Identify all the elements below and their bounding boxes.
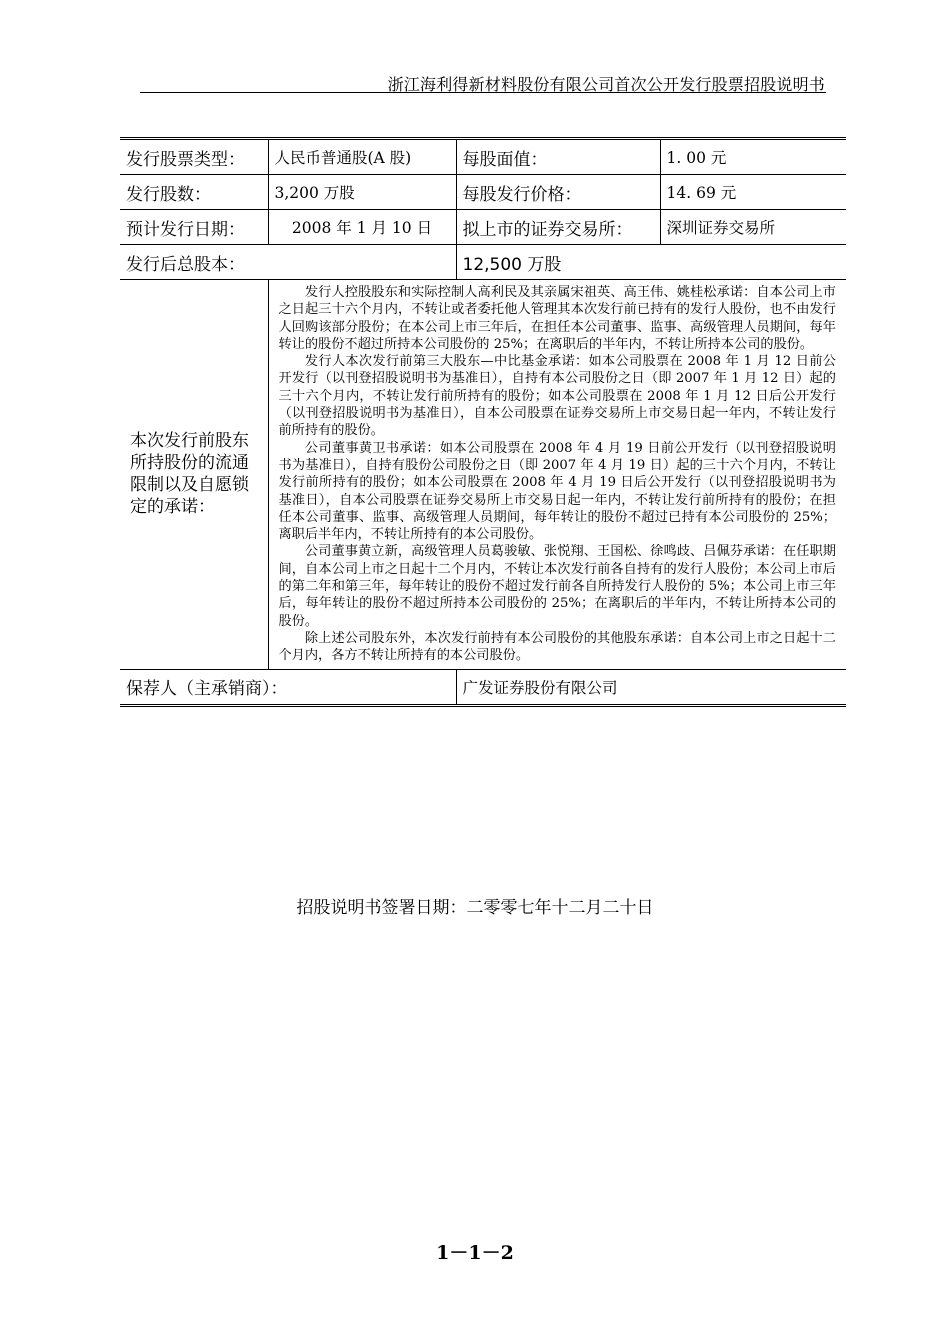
table-row: [120, 669, 846, 705]
sponsor-value: 广发证券股份有限公司: [456, 669, 846, 705]
par-value-value: 1. 00 元: [660, 139, 846, 175]
exchange-label: 拟上市的证券交易所：: [456, 210, 660, 245]
shares-issued-value: 3,200 万股: [268, 175, 456, 210]
document-header-title: 浙江海利得新材料股份有限公司首次公开发行股票招股说明书: [387, 75, 825, 94]
total-capital-value: 12,500 万股: [456, 245, 846, 280]
page-number: 1－1－2: [436, 1242, 514, 1264]
commitment-paragraph: 除上述公司股东外，本次发行前持有本公司股份的其他股东承诺：自本公司上市之日起十二个月内，各方不转让所持有的本公司股份。: [278, 630, 836, 664]
total-capital-label: 发行后总股本：: [120, 245, 456, 280]
commitment-paragraph: 公司董事黄立新，高级管理人员葛骏敏、张悦翔、王国松、徐鸣歧、吕佩芬承诺：在任职期间，自本公司上市之日起十二个月内，不转让本次发行前各自持有的发行人股份；本公司上市后的第二年和第三年，每年转让的股份不超过发行前各自所持发行人股份的 5%；本公司上市三年后，每年转让的股份不超过所持本公司股份的 25%；在离职后的半年内，不转让所持本公司的股份。: [278, 544, 836, 629]
offering-info-table: [120, 137, 846, 707]
shares-issued-label: 发行股数：: [120, 175, 268, 210]
sponsor-label: 保荐人（主承销商）：: [120, 669, 456, 705]
issue-price-value: 14. 69 元: [660, 175, 846, 210]
par-value-label: 每股面值：: [456, 139, 660, 175]
table-row: [120, 175, 846, 210]
header-rule: [140, 92, 826, 93]
prospectus-sign-date: 招股说明书签署日期：二零零七年十二月二十日: [296, 898, 654, 918]
stock-type-label: 发行股票类型：: [120, 139, 268, 175]
table-row: [120, 280, 846, 670]
issue-date-value: 2008 年 1 月 10 日: [268, 210, 456, 245]
exchange-value: 深圳证券交易所: [660, 210, 846, 245]
lockup-commitment-label: 本次发行前股东所持股份的流通限制以及自愿锁定的承诺：: [120, 280, 268, 670]
stock-type-value: 人民币普通股(A 股): [268, 139, 456, 175]
table-row: [120, 210, 846, 245]
lockup-commitment-text: [268, 280, 846, 670]
table-row: [120, 245, 846, 280]
commitment-paragraph: 公司董事黄卫书承诺：如本公司股票在 2008 年 4 月 19 日前公开发行（以刊登招股说明书为基准日），自持有股份公司股份之日（即 2007 年 4 月 19 日）起的三十六个月内，不转让发行前所持有的股份；如本公司股票在 2008 年 4 月 19 日后公开发行（以刊登招股说明书为基准日），自本公司股票在证券交易所上市交易日起一年内，不转让发行前所持有的股份；在担任本公司董事、监事、高级管理人员期间，每年转让的股份不超过已持有本公司股份的 25%；离职后半年内，不转让所持有的本公司股份。: [278, 440, 836, 543]
commitment-paragraph: 发行人本次发行前第三大股东—中比基金承诺：如本公司股票在 2008 年 1 月 12 日前公开发行（以刊登招股说明书为基准日），自持有本公司股份之日（即 2007 年 1 月 12 日）起的三十六个月内，不转让发行前所持有的股份；如本公司股票在 2008 年 1 月 12 日后公开发行（以刊登招股说明书为基准日），自本公司股票在证券交易所上市交易日起一年内，不转让发行前所持有的股份。: [278, 354, 836, 439]
issue-price-label: 每股发行价格：: [456, 175, 660, 210]
table-row: [120, 139, 846, 175]
commitment-paragraph: 发行人控股股东和实际控制人高利民及其亲属宋祖英、高王伟、姚桂松承诺：自本公司上市之日起三十六个月内，不转让或者委托他人管理其本次发行前已持有的发行人股份，也不由发行人回购该部分股份；在本公司上市三年后，在担任本公司董事、监事、高级管理人员期间，每年转让的股份不超过所持本公司股份的 25%；在离职后的半年内，不转让所持本公司的股份。: [278, 285, 836, 352]
issue-date-label: 预计发行日期：: [120, 210, 268, 245]
